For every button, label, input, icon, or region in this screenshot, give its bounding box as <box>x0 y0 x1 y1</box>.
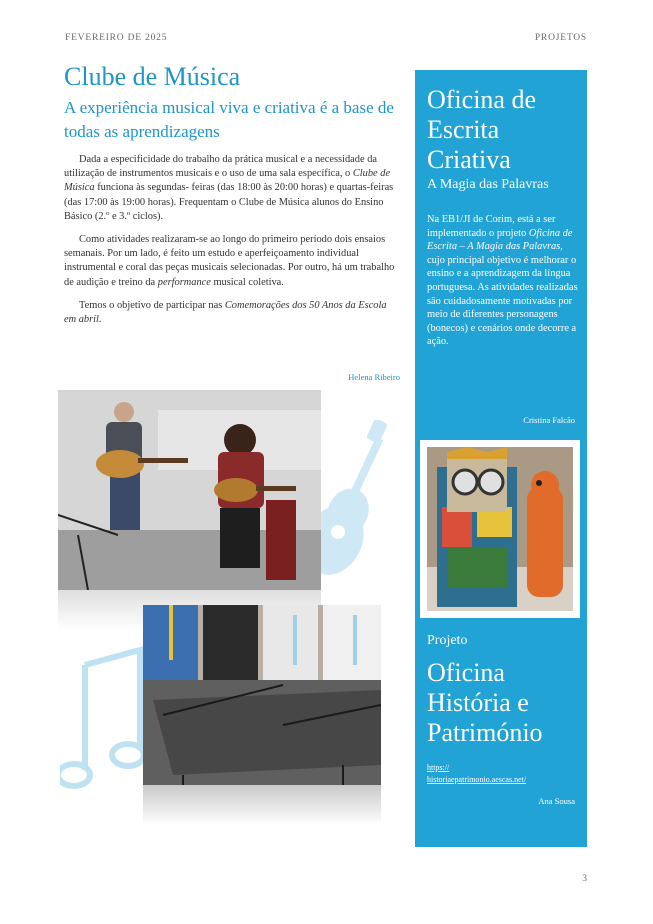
puppets-photo-frame <box>420 440 580 618</box>
sidebar-author: Cristina Falcão <box>523 415 575 425</box>
article-title: Clube de Música <box>64 62 241 91</box>
header-section: PROJETOS <box>534 33 587 43</box>
puppets-photo <box>427 447 573 611</box>
project-author: Ana Sousa <box>538 796 575 806</box>
article-author: Helena Ribeiro <box>348 372 400 382</box>
paragraph-2: Como atividades realizaram-se ao longo do primeiro período dois ensaios semanais. Por um lado, é feito um estudo e aperfeiçoamento individual instrumental e coral das peças musicais selecionadas. Por outro, há um trabalho de audição e treino da performance musical coletiva. <box>64 234 395 288</box>
sidebar-subtitle: A Magia das Palavras <box>427 177 549 192</box>
article-subtitle: A experiência musical viva e criativa é a base de todas as aprendizagens <box>64 98 394 141</box>
article-body <box>64 153 400 336</box>
project-title: Oficina História e Património <box>427 658 543 747</box>
project-link[interactable]: https:// historiaepatrimonio.aescas.net/ <box>427 763 527 784</box>
paragraph-3: Temos o objetivo de participar nas Comemorações dos 50 Anos da Escola em abril. <box>64 299 387 326</box>
sidebar-text: Na EB1/JI de Corim, está a ser implementado o projeto Oficina de Escrita – A Magia das Palavras, cujo principal objetivo é melhorar o ensino e a aprendizagem da língua portuguesa. As atividades realizadas são cuidadosamente motivadas por meio de diferentes personagens (bonecos) e cenários onde decorre a ação. <box>427 214 578 348</box>
music-note-icon <box>60 640 150 800</box>
page-number: 3 <box>582 874 587 884</box>
photo-reflection <box>143 785 381 825</box>
sidebar-panel <box>415 70 587 847</box>
sidebar-title: Oficina de Escrita Criativa <box>427 85 537 174</box>
project-label: Projeto <box>427 633 468 648</box>
recorder-students-photo <box>143 605 381 785</box>
paragraph-1: Dada a especificidade do trabalho da prática musical e a necessidade da utilização de instrumentos musicais e o uso de uma sala específica, o Clube de Música funciona às segundas- feiras (das 18:00 às 20:00 horas) e quartas-feiras (das 17:00 às 19:00 horas). Frequentam o Clube de Música alunos do Ensino Básico (2.º e 3.º ciclos). <box>64 154 394 222</box>
music-club-photo <box>58 390 321 590</box>
header-date: FEVEREIRO DE 2025 <box>65 33 168 43</box>
